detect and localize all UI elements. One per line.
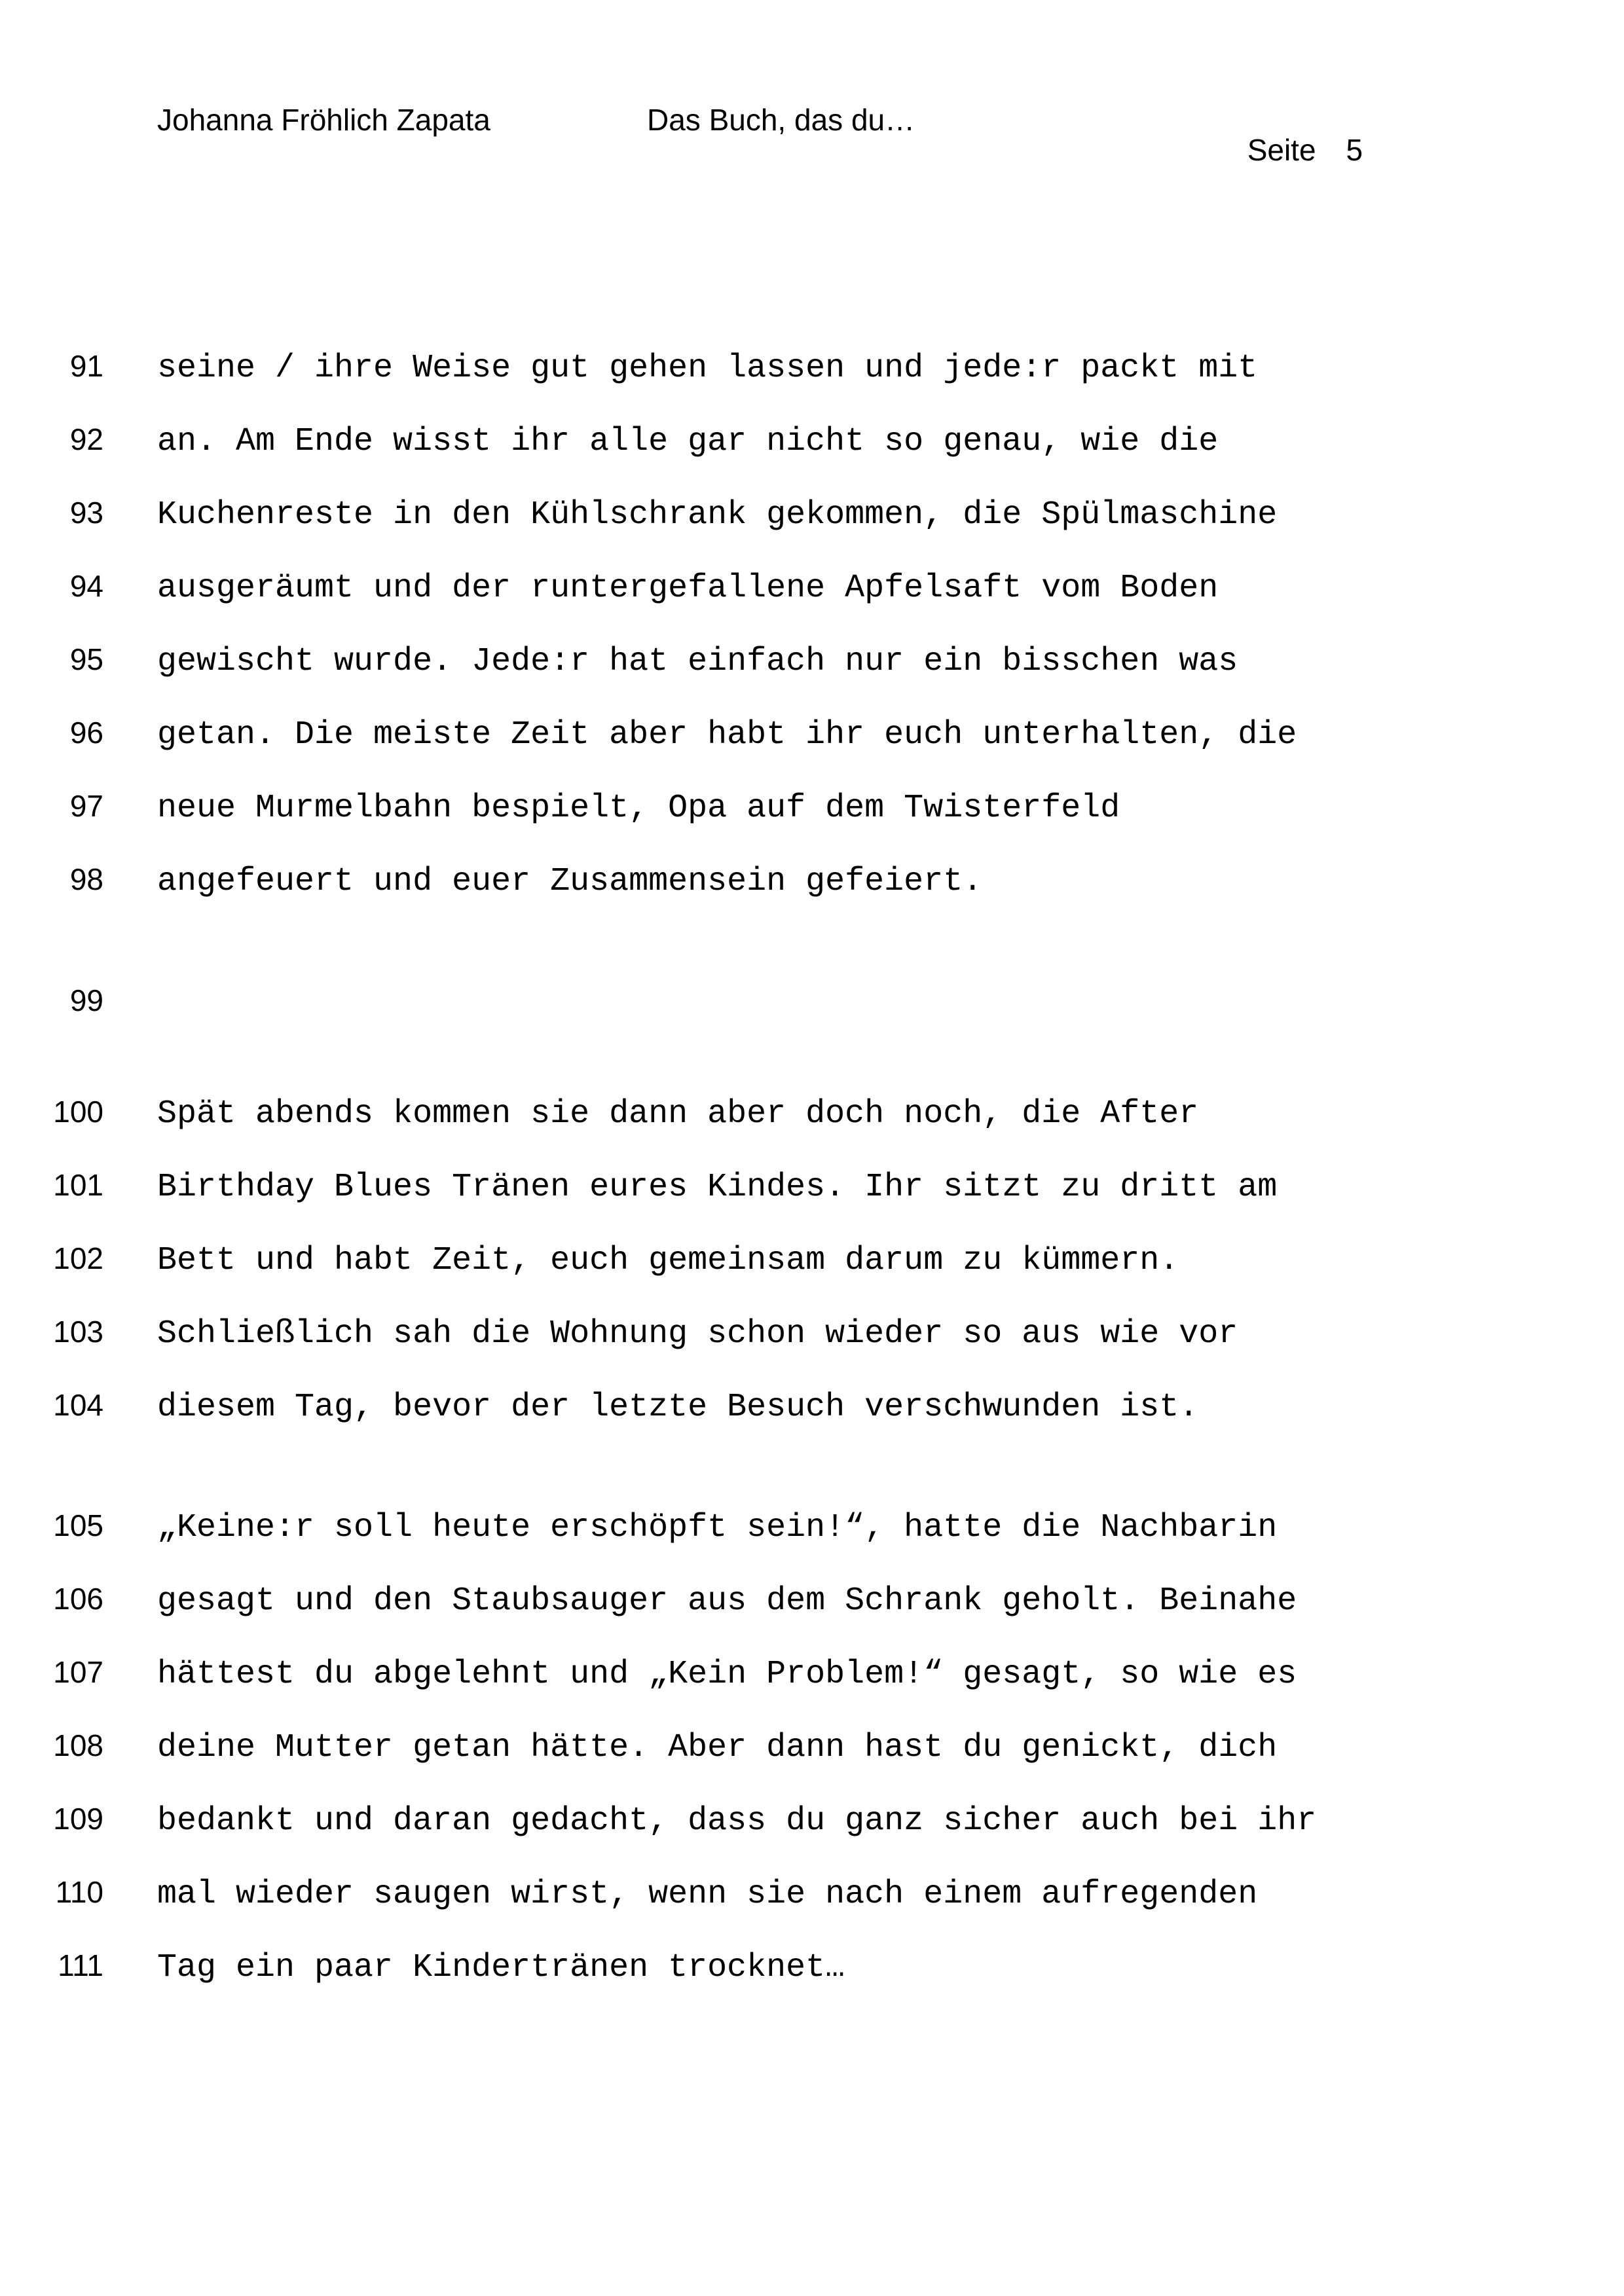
line-row (0, 1489, 1624, 1562)
header-page-indicator (1197, 105, 1363, 195)
line-row (0, 403, 1624, 476)
line-text: „Keine:r soll heute erschöpft sein!“, hatte die Nachbarin (157, 1509, 1278, 1546)
line-row (0, 1148, 1624, 1222)
line-row (0, 329, 1624, 403)
line-text: Schließlich sah die Wohnung schon wieder so aus wie vor (157, 1315, 1238, 1353)
line-text: an. Am Ende wisst ihr alle gar nicht so genau, wie die (157, 423, 1219, 460)
line-number: 99 (69, 983, 103, 1017)
lines (0, 329, 1624, 2002)
line-row (0, 1562, 1624, 1635)
line-text: deine Mutter getan hätte. Aber dann hast du genickt, dich (157, 1729, 1278, 1766)
line-row (0, 623, 1624, 696)
line-row (0, 769, 1624, 843)
line-row (0, 1222, 1624, 1295)
line-number: 111 (58, 1948, 103, 1982)
line-text: bedankt und daran gedacht, dass du ganz sicher auch bei ihr (157, 1802, 1317, 1840)
line-row (0, 843, 1624, 916)
line-text: gesagt und den Staubsauger aus dem Schrank geholt. Beinahe (157, 1582, 1297, 1620)
line-number: 94 (69, 569, 103, 603)
line-text: angefeuert und euer Zusammensein gefeiert. (157, 863, 983, 900)
line-row (0, 1295, 1624, 1368)
header-title: Das Buch, das du… (647, 103, 915, 137)
line-number: 96 (69, 716, 103, 750)
line-number: 91 (69, 349, 103, 383)
line-number: 104 (53, 1388, 103, 1422)
header-author: Johanna Fröhlich Zapata (157, 103, 490, 137)
line-text: hättest du abgelehnt und „Kein Problem!“ gesagt, so wie es (157, 1656, 1297, 1693)
line-number: 106 (53, 1582, 103, 1616)
line-text: getan. Die meiste Zeit aber habt ihr euch unterhalten, die (157, 716, 1297, 754)
line-row (0, 1782, 1624, 1855)
line-text: Tag ein paar Kindertränen trocknet… (157, 1949, 845, 1986)
header-page-label: Seite (1247, 133, 1316, 167)
line-number: 97 (69, 789, 103, 823)
line-text: ausgeräumt und der runtergefallene Apfelsaft vom Boden (157, 570, 1219, 607)
line-number: 102 (53, 1241, 103, 1275)
line-text: Bett und habt Zeit, euch gemeinsam darum zu kümmern. (157, 1242, 1179, 1279)
line-text: seine / ihre Weise gut gehen lassen und jede:r packt mit (157, 350, 1258, 387)
line-text: gewischt wurde. Jede:r hat einfach nur ein bisschen was (157, 643, 1238, 680)
line-text: Spät abends kommen sie dann aber doch noch, die After (157, 1095, 1199, 1133)
line-row (0, 1368, 1624, 1442)
line-row (0, 1709, 1624, 1782)
line-number: 101 (53, 1168, 103, 1202)
line-number: 98 (69, 862, 103, 896)
line-text: Birthday Blues Tränen eures Kindes. Ihr sitzt zu dritt am (157, 1169, 1278, 1206)
line-text: Kuchenreste in den Kühlschrank gekommen, die Spülmaschine (157, 496, 1278, 534)
line-row (0, 1075, 1624, 1148)
line-number: 100 (53, 1095, 103, 1129)
line-number: 107 (53, 1655, 103, 1689)
line-number: 92 (69, 422, 103, 456)
line-row (0, 964, 1624, 1037)
line-number: 109 (53, 1802, 103, 1836)
line-row (0, 549, 1624, 623)
line-number: 110 (55, 1875, 103, 1909)
line-number: 93 (69, 496, 103, 530)
line-row (0, 1635, 1624, 1709)
line-text: diesem Tag, bevor der letzte Besuch verschwunden ist. (157, 1389, 1199, 1426)
header-page-number: 5 (1346, 133, 1363, 167)
line-number: 108 (53, 1728, 103, 1762)
line-row (0, 476, 1624, 549)
line-row (0, 696, 1624, 769)
line-text: neue Murmelbahn bespielt, Opa auf dem Twisterfeld (157, 790, 1120, 827)
line-number: 95 (69, 642, 103, 676)
line-text: mal wieder saugen wirst, wenn sie nach einem aufregenden (157, 1876, 1258, 1913)
line-row (0, 1929, 1624, 2002)
line-number: 105 (53, 1508, 103, 1542)
line-number: 103 (53, 1315, 103, 1349)
line-row (0, 1855, 1624, 1929)
